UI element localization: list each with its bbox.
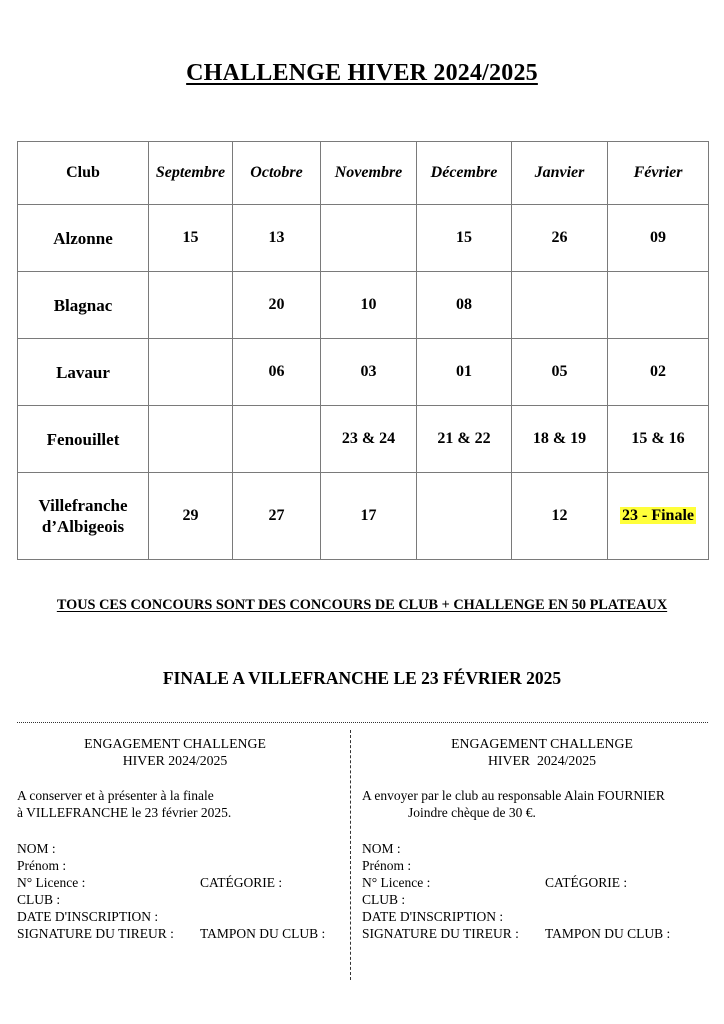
date-cell: 08	[417, 272, 512, 339]
club-name: Fenouillet	[18, 406, 149, 473]
date-cell	[149, 272, 233, 339]
date-cell: 23 & 24	[321, 406, 417, 473]
date-cell: 26	[512, 205, 608, 272]
date-cell: 01	[417, 339, 512, 406]
form-heading: ENGAGEMENT CHALLENGE	[84, 736, 266, 751]
registration-form-left	[17, 735, 347, 942]
field-licence: N° Licence :	[362, 875, 431, 890]
date-cell	[608, 272, 709, 339]
field-licence: N° Licence :	[17, 875, 86, 890]
page-title: CHALLENGE HIVER 2024/2025	[186, 60, 538, 86]
club-name	[18, 473, 149, 560]
date-cell: 13	[233, 205, 321, 272]
field-date-inscription: DATE D'INSCRIPTION :	[362, 909, 504, 924]
table-row	[18, 406, 709, 473]
form-heading	[362, 752, 722, 769]
club-name: Lavaur	[18, 339, 149, 406]
date-cell: 15	[149, 205, 233, 272]
date-cell: 18 & 19	[512, 406, 608, 473]
field-row-licence	[362, 874, 708, 891]
header-month: Novembre	[321, 142, 417, 205]
field-row-signature	[17, 925, 347, 942]
table-header-row	[18, 142, 709, 205]
form-instructions	[362, 787, 708, 821]
field-categorie: CATÉGORIE :	[200, 875, 283, 890]
cut-line-horizontal	[17, 722, 708, 723]
date-cell: 02	[608, 339, 709, 406]
header-month: Octobre	[233, 142, 321, 205]
table-row	[18, 272, 709, 339]
table-row	[18, 339, 709, 406]
instruction-line: A envoyer par le club au responsable Alain FOURNIER	[362, 788, 665, 803]
header-month: Janvier	[512, 142, 608, 205]
date-cell: 15	[417, 205, 512, 272]
table-row	[18, 473, 709, 560]
form-instructions	[17, 787, 347, 821]
date-cell: 12	[512, 473, 608, 560]
finale-date-cell	[608, 473, 709, 560]
table-row	[18, 205, 709, 272]
club-name-line: d’Albigeois	[41, 517, 125, 536]
header-club: Club	[18, 142, 149, 205]
cut-line-vertical	[350, 730, 351, 980]
form-heading-text: HIVER 2024/2025	[487, 753, 597, 768]
field-tampon: TAMPON DU CLUB :	[545, 926, 671, 941]
field-row-licence	[17, 874, 347, 891]
date-cell: 03	[321, 339, 417, 406]
field-club: CLUB :	[362, 892, 406, 907]
field-tampon: TAMPON DU CLUB :	[200, 926, 326, 941]
date-cell	[149, 339, 233, 406]
date-cell: 10	[321, 272, 417, 339]
date-cell: 09	[608, 205, 709, 272]
club-name: Blagnac	[18, 272, 149, 339]
field-prenom: Prénom :	[362, 858, 412, 873]
club-name-line: Villefranche	[38, 496, 128, 515]
field-club: CLUB :	[17, 892, 61, 907]
date-cell: 29	[149, 473, 233, 560]
date-cell: 05	[512, 339, 608, 406]
field-nom: NOM :	[17, 841, 56, 856]
form-fields	[17, 840, 347, 942]
competition-notice: TOUS CES CONCOURS SONT DES CONCOURS DE CLUB + CHALLENGE EN 50 PLATEAUX	[56, 597, 668, 613]
header-month: Décembre	[417, 142, 512, 205]
registration-form-right	[362, 735, 708, 942]
date-cell: 15 & 16	[608, 406, 709, 473]
instruction-line: A conserver et à présenter à la finale	[17, 788, 214, 803]
form-heading: HIVER 2024/2025	[122, 753, 228, 768]
instruction-line: à VILLEFRANCHE le 23 février 2025.	[17, 805, 232, 820]
date-cell	[512, 272, 608, 339]
header-month: Septembre	[149, 142, 233, 205]
date-cell	[417, 473, 512, 560]
header-month: Février	[608, 142, 709, 205]
instruction-line: Joindre chèque de 30 €.	[408, 805, 536, 820]
field-prenom: Prénom :	[17, 858, 67, 873]
schedule-table	[17, 141, 709, 560]
form-fields	[362, 840, 708, 942]
field-categorie: CATÉGORIE :	[545, 875, 628, 890]
field-signature: SIGNATURE DU TIREUR :	[17, 926, 174, 941]
date-cell: 21 & 22	[417, 406, 512, 473]
field-date-inscription: DATE D'INSCRIPTION :	[17, 909, 159, 924]
date-cell	[233, 406, 321, 473]
date-cell: 27	[233, 473, 321, 560]
field-signature: SIGNATURE DU TIREUR :	[362, 926, 519, 941]
date-cell: 17	[321, 473, 417, 560]
date-cell	[149, 406, 233, 473]
finale-announcement: FINALE A VILLEFRANCHE LE 23 FÉVRIER 2025	[162, 668, 562, 688]
date-cell: 20	[233, 272, 321, 339]
field-row-signature	[362, 925, 708, 942]
date-cell	[321, 205, 417, 272]
field-nom: NOM :	[362, 841, 401, 856]
form-heading: ENGAGEMENT CHALLENGE	[451, 736, 633, 751]
finale-highlight: 23 - Finale	[622, 507, 694, 524]
date-cell: 06	[233, 339, 321, 406]
club-name: Alzonne	[18, 205, 149, 272]
